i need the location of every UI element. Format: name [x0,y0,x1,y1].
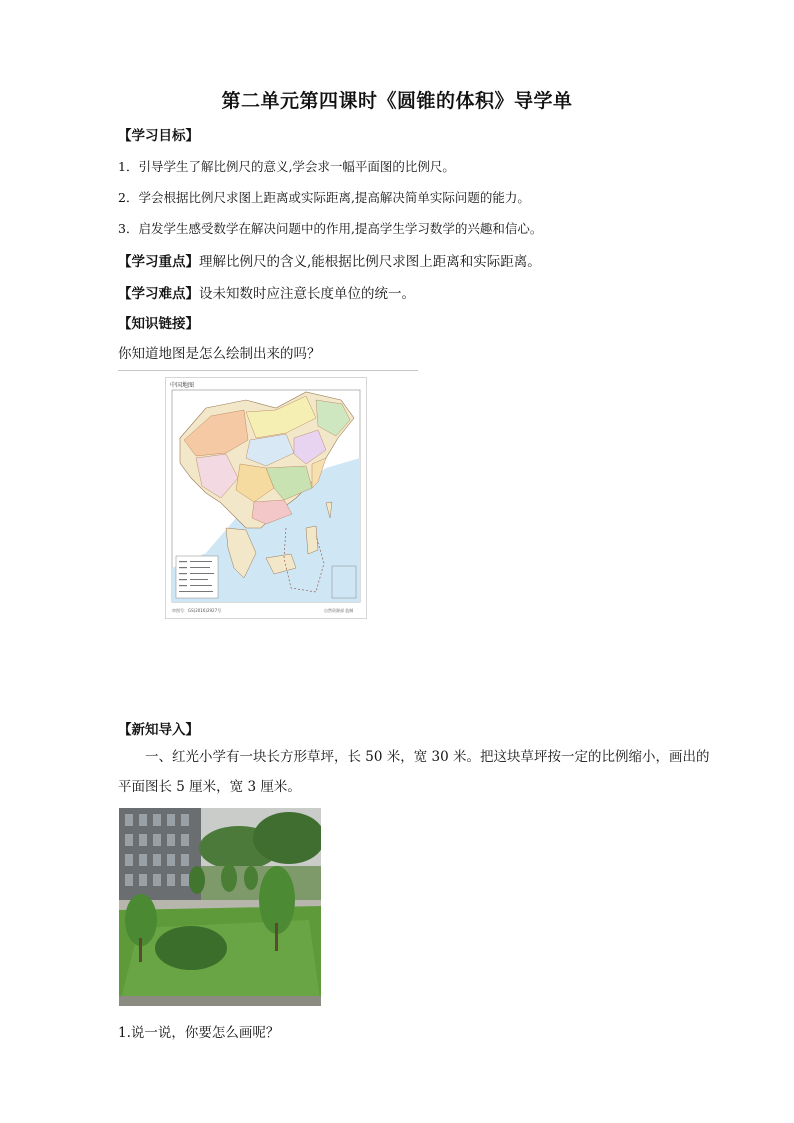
map-figure [118,370,418,618]
lawn-problem-text: 一、红光小学有一块长方形草坪，长 50 米，宽 30 米。把这块草坪按一定的比例缩小，画出的平面图长 5 厘米，宽 3 厘米。 [118,749,710,795]
objective-1: 1．引导学生了解比例尺的意义,学会求一幅平面图的比例尺。 [118,159,455,174]
china-map-image [165,377,367,619]
map-footer-left: 审图号：GS(2016)2927号 [172,608,222,613]
difficulty-line [118,282,415,302]
lawn-photo [119,808,321,1006]
objectives-header [118,124,199,144]
china-map-svg [166,378,366,618]
objectives-label: 【学习目标】 [118,128,199,144]
difficulty-label: 【学习难点】 [118,286,199,302]
map-divider [118,370,418,371]
map-title: 中国地图 [170,382,195,389]
new-knowledge-label: 【新知导入】 [118,722,199,738]
link-label: 【知识链接】 [118,316,199,332]
key-point-label: 【学习重点】 [118,254,199,270]
page-title: 第二单元第四课时《圆锥的体积》导学单 [221,90,573,112]
map-footer-right: 自然资源部 监制 [324,608,354,613]
lawn-photo-svg [119,808,321,1006]
link-question: 你知道地图是怎么绘制出来的吗？ [118,346,321,362]
new-knowledge-header [118,718,199,738]
key-point-line [118,250,541,270]
difficulty-text: 设未知数时应注意长度单位的统一。 [199,286,415,302]
objective-3: 3．启发学生感受数学在解决问题中的作用,提高学生学习数学的兴趣和信心。 [118,221,543,236]
link-header [118,312,199,332]
objective-2: 2．学会根据比例尺求图上距离或实际距离,提高解决简单实际问题的能力。 [118,190,530,205]
question-1: 1.说一说，你要怎么画呢？ [118,1025,280,1041]
key-point-text: 理解比例尺的含义,能根据比例尺求图上距离和实际距离。 [199,254,541,270]
